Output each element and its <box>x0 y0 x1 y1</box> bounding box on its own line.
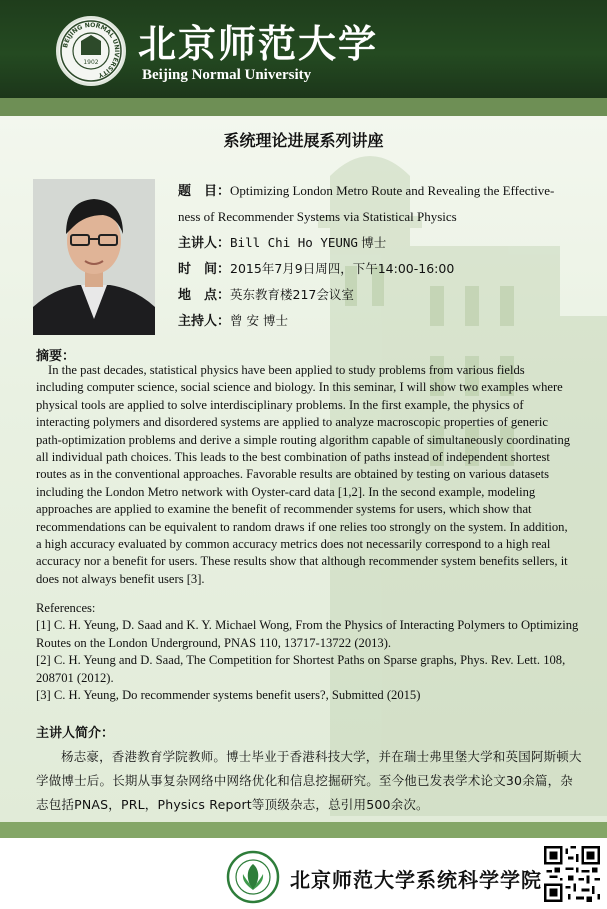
university-name-en: Beijing Normal University <box>142 67 312 83</box>
abstract-label: 摘要： <box>36 349 76 364</box>
bio-text: 杨志豪，香港教育学院教师。博士毕业于香港科技大学，并在瑞士弗里堡大学和英国阿斯顿大学做博士后。长期从事复杂网络中网络优化和信息挖掘研究。至今他已发表学术论文30余篇，杂志包括PNAS，PRL，Physics Report等顶级杂志，总引用500余次。 <box>36 749 582 812</box>
qr-code-icon[interactable] <box>544 846 600 902</box>
place-row <box>178 285 354 306</box>
top-stripe <box>0 98 607 116</box>
speaker-label: 主讲人： <box>178 236 231 251</box>
speaker-name: Bill Chi Ho YEUNG <box>230 235 358 250</box>
place-value: 英东教育楼217会议室 <box>230 287 354 302</box>
topic-line2: ness of Recommender Systems via Statistical Physics <box>178 209 457 224</box>
svg-text:BEIJING NORMAL UNIVERSITY: BEIJING NORMAL UNIVERSITY <box>62 21 121 79</box>
abstract-text: In the past decades, statistical physics have been applied to study problems from various fields including computer science, social science and biology. In this seminar, I will show two examples where physical tools are applied to solve interdisciplinary problems. In the first example, the physics of interacting polymers and disordered systems are applied to analyze macroscopic properties of generic path-optimization problems and derive a simple routing algorithm capable of simultaneously coordinating all individual path choices. This leads to the best combination of paths instead of independent shortest routes as in the conventional approaches. Favorable results are obtained by testing on various datasets including the London Metro network with Oyster-card data [1,2]. In the second example, modeling approaches are applied to examine the benefit of recommender systems for users, which show that recommendations can be equivalent to random draws if one relies too strongly on the system. In addition, a high accuracy evaluated by common accuracy metrics does not necessarily correspond to a high real accuracy nor a benefit for users. These results show that although recommender system benefits sellers, it does not always benefit users [3]. <box>36 363 571 586</box>
school-name: 北京师范大学系统科学学院 <box>290 868 542 892</box>
speaker-title: 博士 <box>361 235 387 250</box>
topic-line1: Optimizing London Metro Route and Revealing the Effective- <box>230 183 555 198</box>
university-name-cn: 北京师范大学 <box>138 21 379 66</box>
topic-row <box>178 181 554 202</box>
host-row <box>178 311 288 332</box>
reference-item: [2] C. H. Yeung and D. Saad, The Competition for Shortest Paths on Sparse graphs, Phys. Rev. Lett. 108, 208701 (2012). <box>36 653 566 685</box>
topic-row-2 <box>178 207 457 227</box>
speaker-row <box>178 233 386 254</box>
bio-label: 主讲人简介： <box>36 726 115 741</box>
reference-item: [1] C. H. Yeung, D. Saad and K. Y. Michael Wong, From the Physics of Interacting Polymers to Optimizing Routes on the London Underground, PNAS 110, 13717-13722 (2013). <box>36 618 579 650</box>
university-seal-icon <box>56 16 126 86</box>
reference-item: [3] C. H. Yeung, Do recommender systems benefit users?, Submitted (2015) <box>36 688 421 703</box>
series-title: 系统理论进展系列讲座 <box>223 131 384 150</box>
header-banner <box>0 0 607 98</box>
host-value: 曾 安 博士 <box>230 313 288 328</box>
time-row <box>178 259 454 280</box>
place-label: 地 点： <box>178 288 231 303</box>
host-label: 主持人： <box>178 314 231 329</box>
time-label: 时 间： <box>178 262 231 277</box>
references-label: References: <box>36 601 96 615</box>
speaker-photo <box>33 179 155 335</box>
topic-label: 题 目： <box>178 184 231 199</box>
svg-text:1902: 1902 <box>83 59 99 66</box>
bottom-stripe <box>0 822 607 838</box>
time-value: 2015年7月9日周四，下午14:00-16:00 <box>230 261 455 276</box>
school-logo-icon <box>226 850 280 904</box>
references <box>36 600 581 704</box>
